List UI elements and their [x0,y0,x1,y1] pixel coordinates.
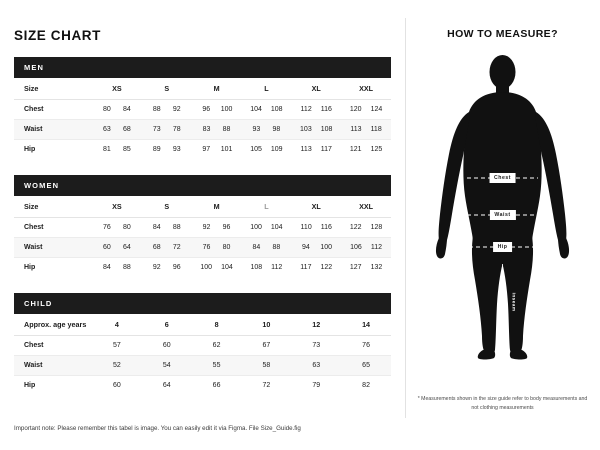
cell: 103 108 [291,120,341,140]
waist-label: Waist [489,210,515,220]
cell: 58 [241,356,291,376]
cell: 100 104 [200,264,233,271]
col-xs: XS [92,78,142,100]
col-xl: XL [291,78,341,100]
cell: 81 85 [103,146,131,153]
cell: 104 108 [241,100,291,120]
human-silhouette-icon [415,50,590,360]
cell: 113 117 [300,146,332,153]
size-table-women [14,196,391,277]
col-6: 6 [142,314,192,336]
cell: 108 112 [250,264,283,271]
row-label: Chest [14,100,92,120]
cell: 54 [142,356,192,376]
col-8: 8 [192,314,242,336]
section-child [14,293,391,395]
hip-label: Hip [493,242,513,252]
cell: 62 [192,336,242,356]
col-l: L [241,196,291,218]
size-table-child [14,314,391,395]
row-label: Waist [14,120,92,140]
measure-title: HOW TO MEASURE? [447,28,558,40]
row-label: Chest [14,218,92,238]
row-label: Waist [14,238,92,258]
section-women [14,175,391,277]
cell: 84 88 [241,238,291,258]
cell: 65 [341,356,391,376]
cell: 80 84 [92,100,142,120]
measurement-footnote: * Measurements shown in the size guide refer to body measurements and not clothing measurements [417,396,588,411]
col-14: 14 [341,314,391,336]
cell: 127 132 [349,264,383,271]
cell: 121 125 [349,146,383,153]
important-note: Important note: Please remember this tabel is image. You can easily edit it via Figma. File Size_Guide.fig [14,425,301,432]
cell: 66 [212,382,221,389]
cell: 84 88 [142,218,192,238]
cell: 72 [262,382,271,389]
table-row [14,258,391,278]
table-row [14,140,391,160]
cell: 63 68 [92,120,142,140]
row-label: Hip [24,264,36,271]
col-s: S [142,196,192,218]
cell: 106 112 [341,238,391,258]
table-row [14,218,391,238]
col-m: M [192,196,242,218]
cell: 82 [362,382,370,389]
cell: 120 124 [341,100,391,120]
col-xxl: XXL [341,78,391,100]
section-header-men: MEN [14,57,391,78]
cell: 76 80 [92,218,142,238]
col-age: Approx. age years [14,314,92,336]
cell: 94 100 [291,238,341,258]
cell: 73 [291,336,341,356]
col-size: Size [14,78,92,100]
cell: 55 [192,356,242,376]
cell: 67 [241,336,291,356]
cell: 64 [162,382,171,389]
col-m: M [192,78,242,100]
cell: 105 109 [250,146,283,153]
chest-label: Chest [489,173,516,183]
col-size: Size [14,196,92,218]
table-header-row [14,314,391,336]
col-12: 12 [291,314,341,336]
section-men [14,57,391,159]
cell: 63 [291,356,341,376]
col-s: S [142,78,192,100]
cell: 83 88 [192,120,242,140]
section-header-women: WOMEN [14,175,391,196]
table-row [14,356,391,376]
cell: 100 104 [241,218,291,238]
cell: 52 [92,356,142,376]
page-title: SIZE CHART [14,28,101,43]
col-10: 10 [241,314,291,336]
cell: 92 96 [152,264,181,271]
how-to-measure-panel [405,0,600,450]
col-xs: XS [92,196,142,218]
cell: 113 118 [341,120,391,140]
col-xxl: XXL [341,196,391,218]
row-label: Hip [24,382,36,389]
cell: 79 [312,382,321,389]
cell: 93 98 [241,120,291,140]
table-row [14,376,391,396]
cell: 84 88 [103,264,131,271]
cell: 92 96 [192,218,242,238]
section-header-child: CHILD [14,293,391,314]
row-label: Hip [24,146,36,153]
cell: 76 80 [192,238,242,258]
cell: 96 100 [192,100,242,120]
table-row [14,238,391,258]
col-xl: XL [291,196,341,218]
table-header-row [14,78,391,100]
row-label: Waist [14,356,92,376]
cell: 117 122 [300,264,333,271]
cell: 88 92 [142,100,192,120]
cell: 60 64 [92,238,142,258]
cell: 97 101 [202,146,233,153]
cell: 60 [142,336,192,356]
row-label: Chest [14,336,92,356]
col-l: L [241,78,291,100]
table-header-row [14,196,391,218]
cell: 68 72 [142,238,192,258]
cell: 60 [113,382,121,389]
table-row [14,120,391,140]
cell: 76 [341,336,391,356]
cell: 110 116 [291,218,341,238]
col-4: 4 [92,314,142,336]
table-row [14,100,391,120]
cell: 57 [92,336,142,356]
table-row [14,336,391,356]
cell: 73 78 [142,120,192,140]
cell: 122 128 [341,218,391,238]
body-figure [415,50,590,360]
cell: 112 116 [291,100,341,120]
size-table-men [14,78,391,159]
cell: 89 93 [152,146,181,153]
inseam-label: Inseam [511,292,517,312]
